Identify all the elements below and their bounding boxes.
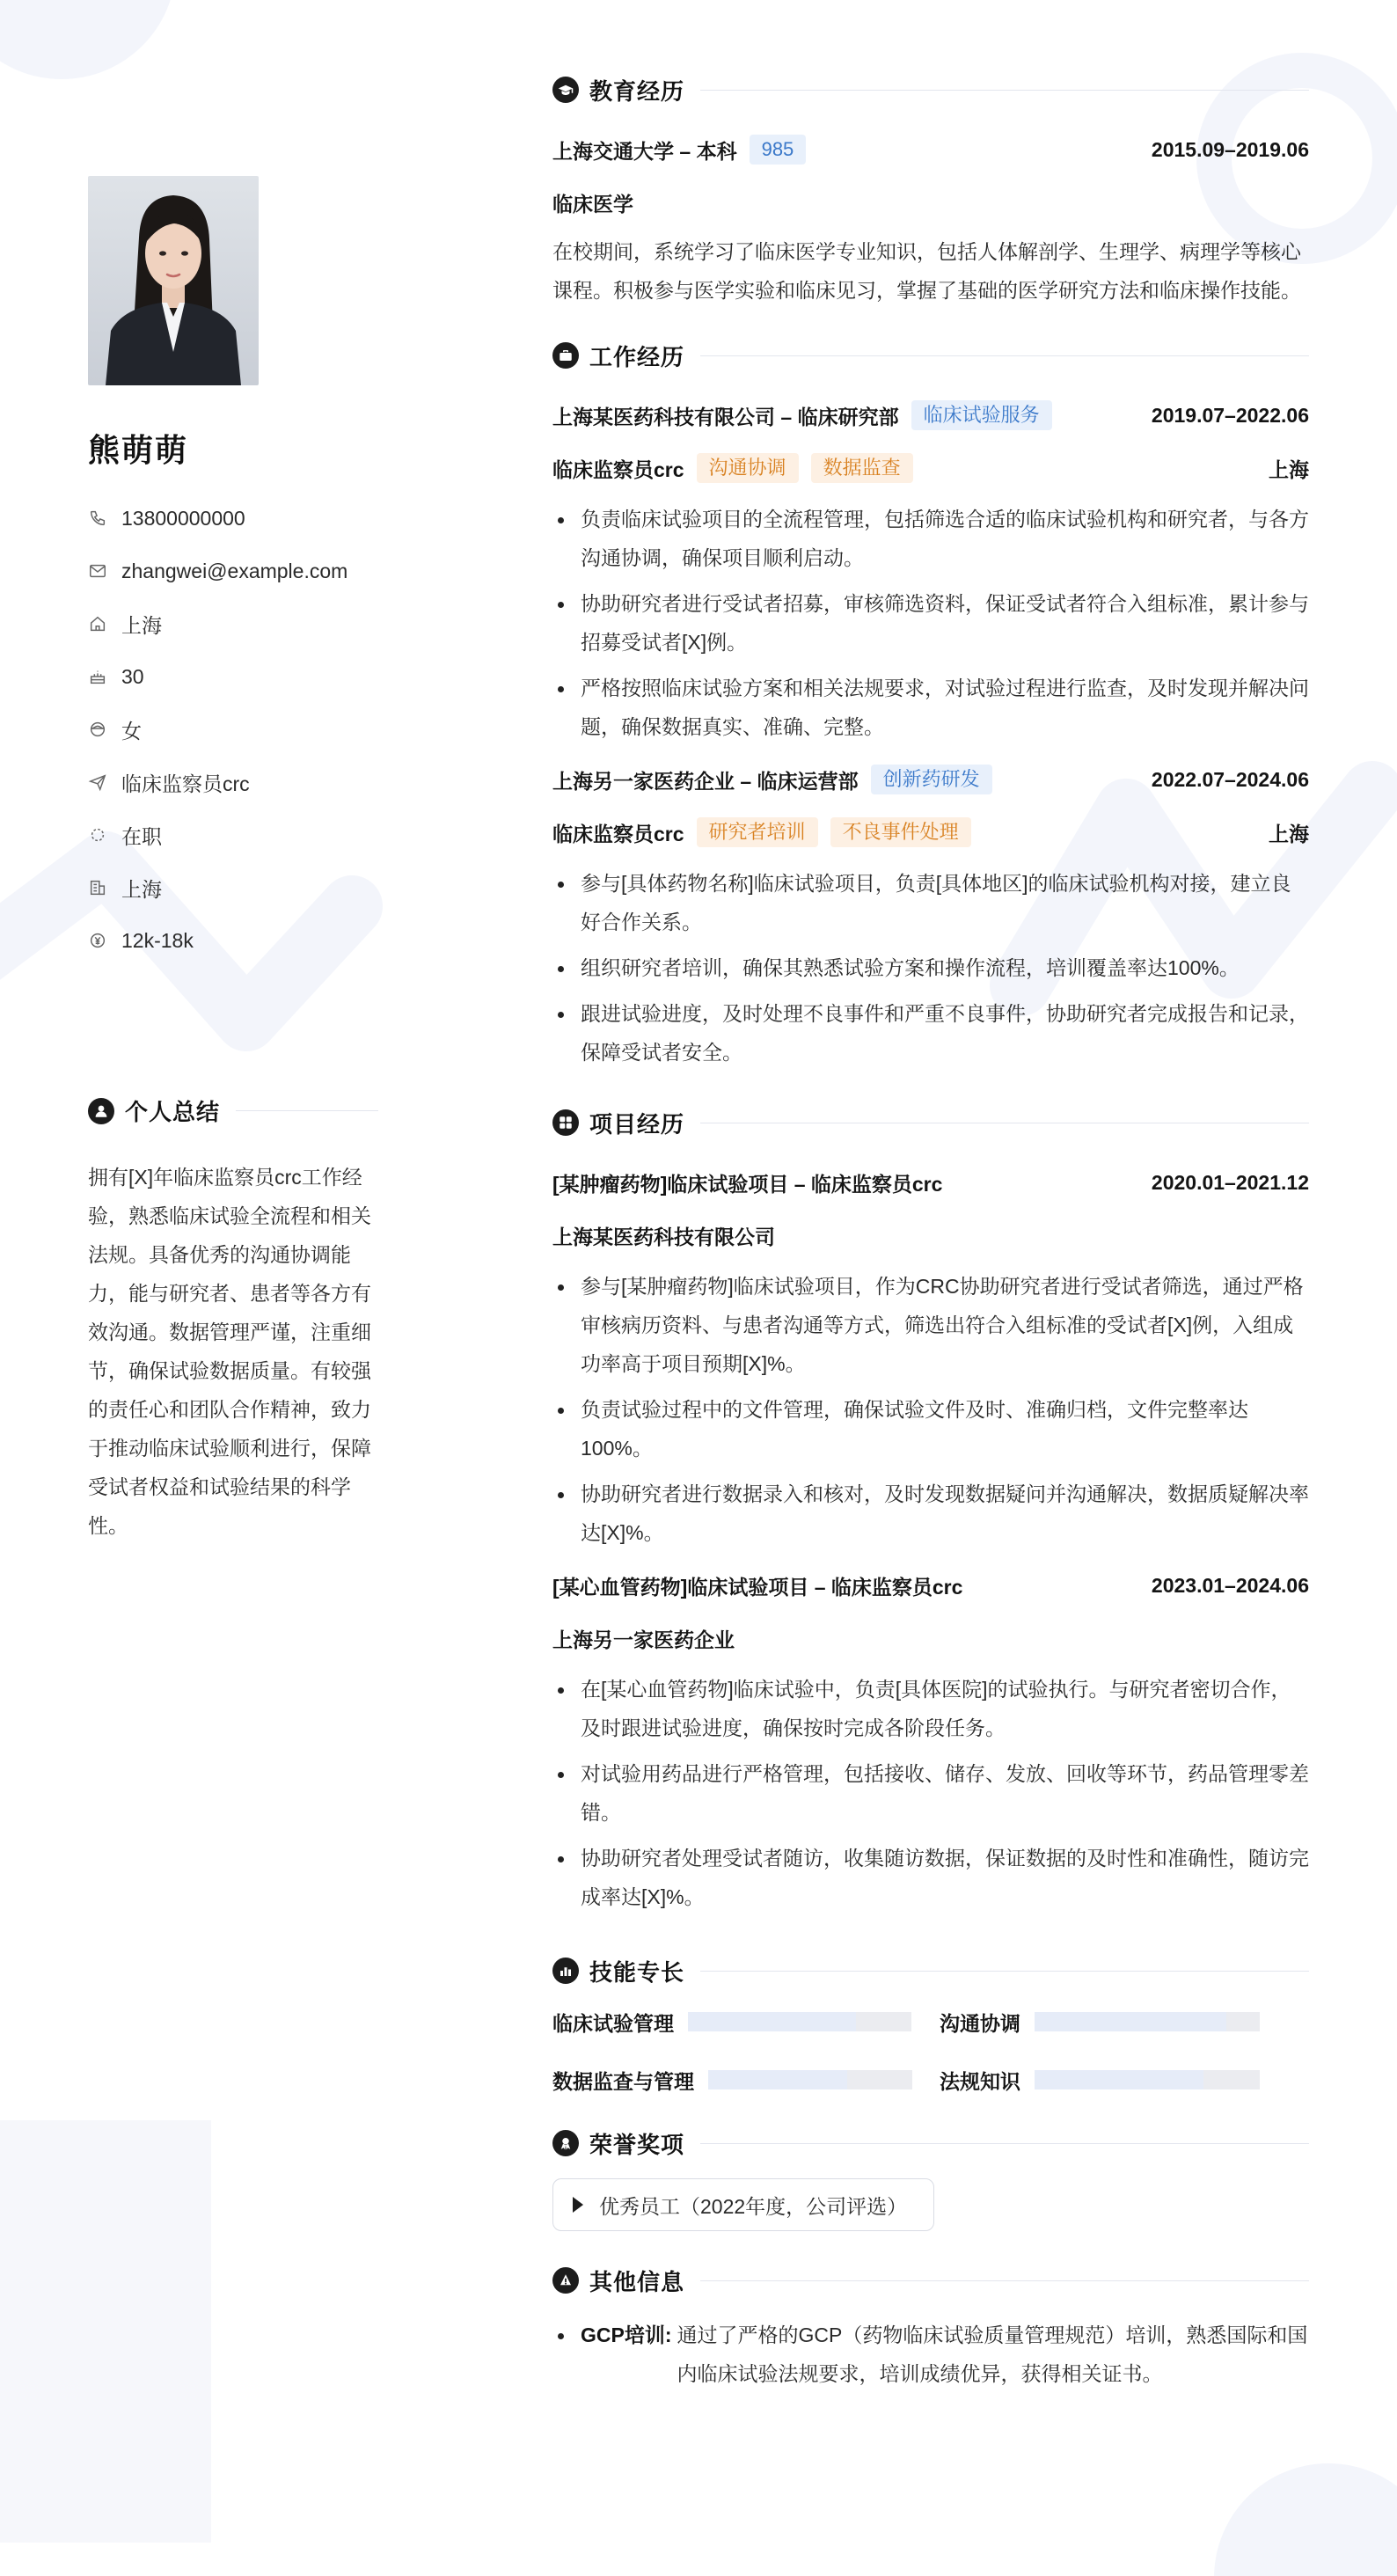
skill-fill (1035, 2070, 1203, 2089)
bullet-item: 在[某心血管药物]临床试验中，负责[具体医院]的试验执行。与研究者密切合作，及时跟进试验进度，确保按时完成各阶段任务。 (552, 1670, 1309, 1747)
job-role: 临床监察员crc (552, 457, 684, 481)
project-org-row (552, 1612, 1309, 1665)
background-circle-bottom (1214, 2463, 1397, 2576)
send-icon (88, 772, 107, 792)
skill-fill (1035, 2012, 1226, 2031)
age-text: 30 (121, 664, 144, 688)
bullet-item: 协助研究者进行数据录入和核对，及时发现数据疑问并沟通解决，数据质疑解决率达[X]%。 (552, 1475, 1309, 1552)
divider (700, 355, 1309, 356)
company-tag: 创新药研发 (871, 765, 992, 794)
project-date: 2020.01–2021.12 (1151, 1170, 1309, 1194)
skill-name: 法规知识 (940, 2069, 1020, 2093)
skill-item (552, 2060, 940, 2099)
school-name: 上海交通大学 – 本科 (552, 139, 737, 163)
info-work-city (88, 861, 378, 914)
info-age (88, 650, 378, 703)
role-tag: 数据监查 (811, 453, 913, 483)
main-column (552, 70, 1309, 2393)
medal-icon (552, 2130, 579, 2156)
contact-info-list (88, 492, 378, 967)
status-text: 在职 (121, 824, 162, 848)
project-org: 上海另一家医药企业 (552, 1628, 735, 1651)
profile-photo (88, 176, 259, 385)
education-header (552, 70, 1309, 109)
work-city: 上海 (1269, 457, 1309, 481)
bullet-item: 跟进试验进度，及时处理不良事件和严重不良事件，协助研究者完成报告和记录，保障受试者安全。 (552, 994, 1309, 1072)
skills-title: 技能专长 (589, 1958, 685, 1986)
education-description: 在校期间，系统学习了临床医学专业知识，包括人体解剖学、生理学、病理学等核心课程。积极参与医学实验和临床见习，掌握了基础的医学研究方法和临床操作技能。 (552, 240, 1301, 302)
other-section (552, 2261, 1309, 2393)
bullet-item: 协助研究者处理受试者随访，收集随访数据，保证数据的及时性和准确性，随访完成率达[X]%。 (552, 1839, 1309, 1916)
skill-bar (1035, 2070, 1260, 2089)
project-bullets (552, 1670, 1309, 1916)
work-entry-header (552, 389, 1309, 442)
play-icon (573, 2197, 583, 2213)
full-name: 熊萌萌 (88, 432, 189, 468)
bullet-item: 负责试验过程中的文件管理，确保试验文件及时、准确归档，文件完整率达100%。 (552, 1390, 1309, 1467)
other-label: GCP培训: (581, 2324, 672, 2346)
bullet-item: 严格按照临床试验方案和相关法规要求，对试验过程进行监查，及时发现并解决问题，确保数据真实、准确、完整。 (552, 669, 1309, 746)
project-item-2 (552, 1559, 1309, 1916)
education-entry-header (552, 123, 1309, 176)
other-info-icon (552, 2267, 579, 2294)
projects-section (552, 1103, 1309, 1916)
bullet-item: 参与[某肿瘤药物]临床试验项目，作为CRC协助研究者进行受试者筛选，通过严格审核病历资料、与患者沟通等方式，筛选出符合入组标准的受试者[X]例，入组成功率高于项目预期[X]%。 (552, 1267, 1309, 1383)
other-title: 其他信息 (589, 2268, 685, 2295)
other-item (552, 2316, 1309, 2393)
divider (700, 90, 1309, 91)
education-title: 教育经历 (589, 77, 685, 105)
skills-section (552, 1951, 1309, 2099)
work-city-text: 上海 (121, 877, 162, 901)
work-bullets (552, 500, 1309, 746)
education-date: 2015.09–2019.06 (1151, 137, 1309, 161)
project-org: 上海某医药科技有限公司 (552, 1225, 775, 1248)
position-text: 临床监察员crc (121, 772, 250, 795)
company-tag: 临床试验服务 (911, 400, 1052, 430)
education-section (552, 70, 1309, 310)
awards-section (552, 2124, 1309, 2231)
project-entry-header (552, 1156, 1309, 1209)
work-bullets (552, 864, 1309, 1072)
bullet-item: 负责临床试验项目的全流程管理，包括筛选合适的临床试验机构和研究者，与各方沟通协调，确保项目顺利启动。 (552, 500, 1309, 577)
mail-icon (88, 561, 107, 581)
skill-name: 沟通协调 (940, 2011, 1020, 2035)
graduation-cap-icon (552, 77, 579, 103)
work-role-row (552, 442, 1309, 494)
job-role: 临床监察员crc (552, 822, 684, 845)
info-phone (88, 492, 378, 545)
bullet-item: 参与[具体药物名称]临床试验项目，负责[具体地区]的临床试验机构对接，建立良好合作关系。 (552, 864, 1309, 941)
project-name: [某心血管药物]临床试验项目 – 临床监察员crc (552, 1575, 963, 1599)
location-text: 上海 (121, 613, 162, 637)
divider (700, 2143, 1309, 2144)
project-date: 2023.01–2024.06 (1151, 1573, 1309, 1597)
salary-icon (88, 931, 107, 950)
info-location (88, 597, 378, 650)
work-section (552, 336, 1309, 1072)
gender-icon (88, 720, 107, 739)
bar-chart-icon (552, 1958, 579, 1984)
divider (700, 1971, 1309, 1972)
skill-item (940, 2002, 1309, 2041)
education-major-row (552, 176, 1309, 229)
company-name: 上海某医药科技有限公司 – 临床研究部 (552, 405, 899, 428)
bullet-item: 协助研究者进行受试者招募，审核筛选资料，保证受试者符合入组标准，累计参与招募受试者[X]例。 (552, 584, 1309, 662)
gender-text: 女 (121, 719, 142, 743)
project-bullets (552, 1267, 1309, 1552)
projects-title: 项目经历 (589, 1110, 685, 1138)
project-name: [某肿瘤药物]临床试验项目 – 临床监察员crc (552, 1172, 943, 1196)
info-salary (88, 914, 378, 967)
salary-text: 12k-18k (121, 928, 194, 952)
projects-header (552, 1103, 1309, 1142)
role-tag: 沟通协调 (697, 453, 799, 483)
phone-text[interactable]: 13800000000 (121, 506, 245, 530)
bullet-item: 组织研究者培训，确保其熟悉试验方案和操作流程，培训覆盖率达100%。 (552, 948, 1309, 987)
project-item-1 (552, 1156, 1309, 1552)
school-tag: 985 (750, 135, 807, 165)
other-header (552, 2261, 1309, 2300)
major: 临床医学 (552, 192, 633, 216)
background-circle (0, 0, 176, 79)
phone-icon (88, 509, 107, 528)
work-item-2 (552, 753, 1309, 1072)
background-band (0, 2120, 211, 2543)
home-icon (88, 614, 107, 633)
info-gender (88, 703, 378, 756)
skill-bar (688, 2012, 911, 2031)
info-email (88, 545, 378, 597)
work-entry-header (552, 753, 1309, 806)
project-entry-header (552, 1559, 1309, 1612)
email-text[interactable]: zhangwei@example.com (121, 559, 348, 582)
status-icon (88, 825, 107, 845)
other-text: 通过了严格的GCP（药物临床试验质量管理规范）培训，熟悉国际和国内临床试验法规要求，培训成绩优异，获得相关证书。 (677, 2324, 1308, 2385)
awards-title: 荣誉奖项 (589, 2131, 685, 2158)
cake-icon (88, 667, 107, 686)
awards-header (552, 2124, 1309, 2163)
grid-icon (552, 1109, 579, 1136)
role-tag: 不良事件处理 (830, 817, 971, 847)
skill-bar (708, 2070, 912, 2089)
company-name: 上海另一家医药企业 – 临床运营部 (552, 769, 859, 793)
divider (700, 2280, 1309, 2281)
building-icon (88, 878, 107, 897)
skill-fill (688, 2012, 856, 2031)
work-role-row (552, 806, 1309, 859)
skill-name: 临床试验管理 (552, 2011, 674, 2035)
summary-text: 拥有[X]年临床监察员crc工作经验，熟悉临床试验全流程和相关法规。具备优秀的沟通协调能力，能与研究者、患者等各方有效沟通。数据管理严谨，注重细节，确保试验数据质量。有较强的责任心和团队合作精神，致力于推动临床试验顺利进行，保障受试者权益和试验结果的科学性。 (88, 1166, 371, 1537)
info-status (88, 809, 378, 861)
work-date: 2022.07–2024.06 (1151, 767, 1309, 791)
work-city: 上海 (1269, 822, 1309, 845)
skill-item (552, 2002, 940, 2041)
user-icon (88, 1098, 114, 1124)
briefcase-icon (552, 342, 579, 369)
divider (236, 1110, 378, 1111)
skill-bar (1035, 2012, 1260, 2031)
award-chip (552, 2178, 934, 2231)
summary-title: 个人总结 (125, 1099, 221, 1125)
bullet-item: 对试验用药品进行严格管理，包括接收、储存、发放、回收等环节，药品管理零差错。 (552, 1754, 1309, 1832)
other-list (552, 2316, 1309, 2393)
skills-grid (552, 2002, 1309, 2099)
profile-column (88, 176, 378, 967)
work-date: 2019.07–2022.06 (1151, 403, 1309, 427)
work-header (552, 336, 1309, 375)
project-org-row (552, 1209, 1309, 1262)
skill-item (940, 2060, 1309, 2099)
work-item-1 (552, 389, 1309, 746)
role-tag: 研究者培训 (697, 817, 818, 847)
info-position (88, 756, 378, 809)
summary-header (88, 1094, 378, 1127)
skills-header (552, 1951, 1309, 1990)
skill-fill (708, 2070, 847, 2089)
award-text: 优秀员工（2022年度，公司评选） (599, 2194, 908, 2218)
work-title: 工作经历 (589, 343, 685, 370)
skill-name: 数据监查与管理 (552, 2069, 694, 2093)
